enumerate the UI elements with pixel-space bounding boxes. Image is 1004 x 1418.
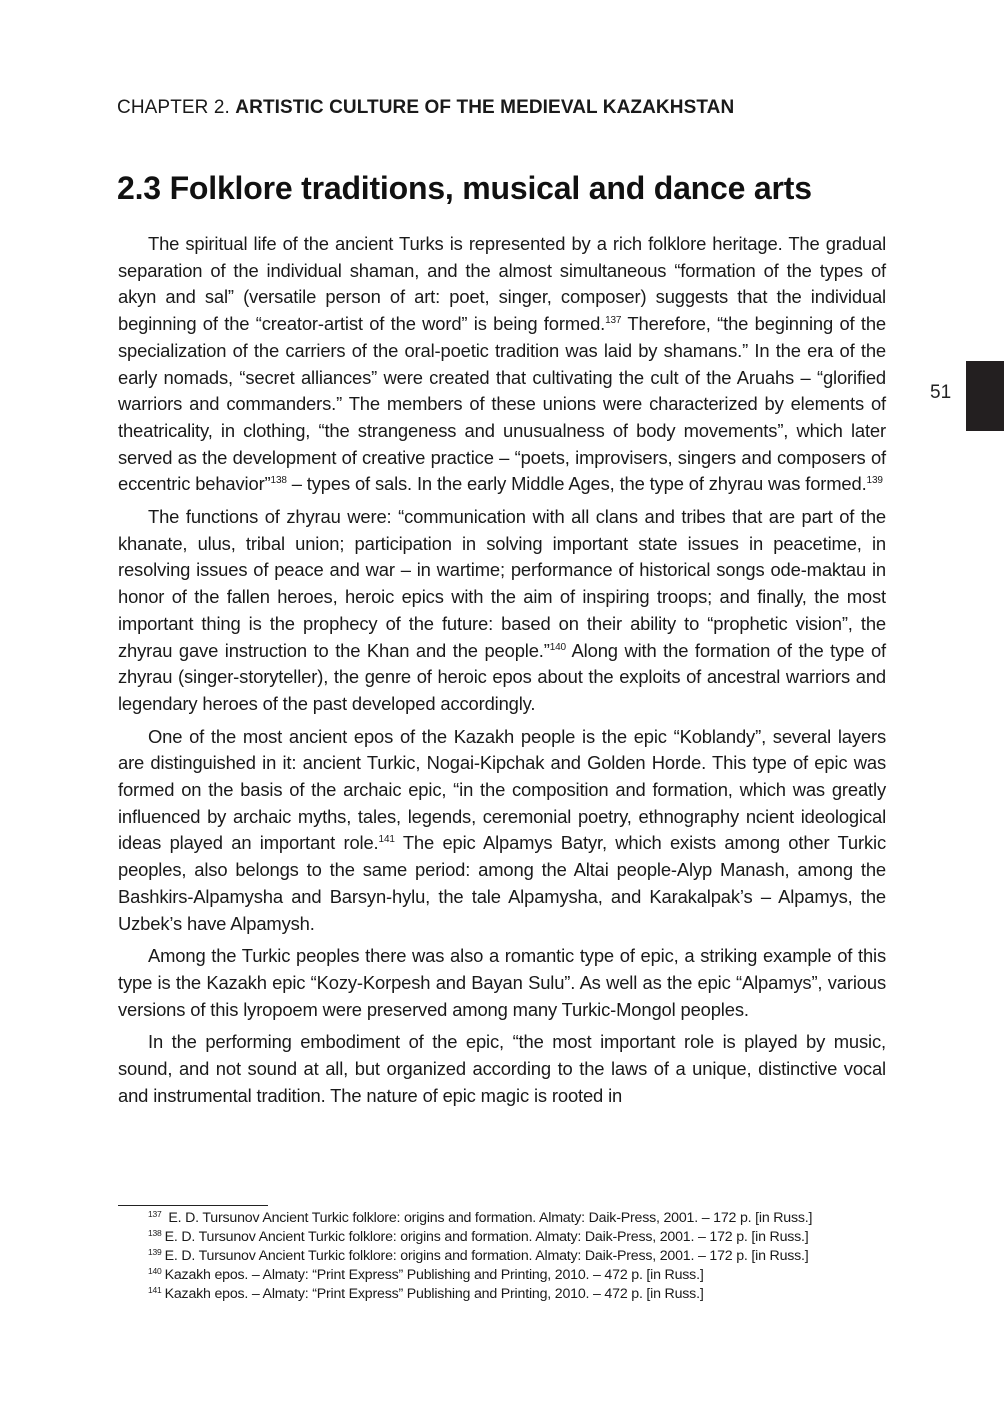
footnote-text: E. D. Tursunov Ancient Turkic folklore: origins and formation. Almaty: Daik-Press, 2001. – 172 p. [in Russ.] [164, 1248, 809, 1264]
body-text [118, 231, 886, 1116]
footnote [148, 1266, 908, 1285]
footnote [148, 1247, 908, 1266]
footnote-number: 138 [148, 1228, 162, 1238]
running-head-title: ARTISTIC CULTURE OF THE MEDIEVAL KAZAKHSTAN [235, 97, 735, 118]
footnote-number: 137 [148, 1209, 162, 1219]
footnote-number: 139 [148, 1247, 162, 1257]
paragraph [118, 504, 886, 718]
footnote [148, 1209, 908, 1228]
footnote-ref[interactable]: 137 [605, 315, 622, 327]
paragraph-text: Therefore, “the beginning of the specialization of the carriers of the oral-poetic tradition was laid by shamans.” In the era of the early nomads, “secret alliances” were created that cultivating the cult of the Aruahs – “glorified warriors and commanders.” The members of these unions were characterized by elements of theatricality, in clothing, “the strangeness and unusualness of body movements”, which later served as the development of creative practice – “poets, improvisers, singers and composers of eccentric behavior” [118, 313, 886, 495]
section-title: 2.3 Folklore traditions, musical and dance arts [117, 170, 812, 206]
paragraph-text: Among the Turkic peoples there was also a romantic type of epic, a striking example of this type is the Kazakh epic “Kozy-Korpesh and Bayan Sulu”. As well as the epic “Alpamys”, various versions of this lyropoem were preserved among many Turkic-Mongol peoples. [118, 945, 886, 1020]
page-number: 51 [930, 382, 952, 403]
paragraph-text: The spiritual life of the ancient Turks is represented by a rich folklore heritage. The gradual separation of the individual shaman, and the almost simultaneous “formation of the types of akyn and sal” (versatile person of art: poet, singer, composer) suggests that the individual beginning of the “creator-artist of the word” is being formed. [118, 233, 886, 335]
paragraph [118, 231, 886, 498]
paragraph-text: – types of sals. In the early Middle Ages, the type of zhyrau was formed. [286, 473, 867, 495]
paragraph-text: In the performing embodiment of the epic, “the most important role is played by music, sound, and not sound at all, but organized according to the laws of a unique, distinctive vocal and instrumental tradition. The nature of epic magic is rooted in [118, 1031, 886, 1106]
running-head-prefix: CHAPTER 2. [117, 97, 236, 118]
running-head [117, 97, 734, 119]
footnote-ref[interactable]: 139 [866, 475, 883, 487]
footnote-divider [118, 1205, 268, 1206]
footnote-ref[interactable]: 140 [549, 641, 566, 653]
footnote-ref[interactable]: 141 [378, 834, 395, 846]
paragraph [118, 724, 886, 938]
footnote-ref[interactable]: 138 [270, 475, 287, 487]
footnote-number: 141 [148, 1285, 162, 1295]
paragraph [118, 1029, 886, 1109]
footnote-number: 140 [148, 1266, 162, 1276]
footnote [148, 1285, 908, 1304]
paragraph-text: One of the most ancient epos of the Kazakh people is the epic “Koblandy”, several layers are distinguished in it: ancient Turkic, Nogai-Kipchak and Golden Horde. This type of epic was formed on the basis of the archaic epic, “in the composition and formation, which was greatly influenced by archaic myths, tales, legends, ceremonial poetry, ethnography ncient ideological ideas played an important role. [118, 725, 886, 854]
paragraph-text: The functions of zhyrau were: “communication with all clans and tribes that are part of the khanate, ulus, tribal union; participation in solving important state issues in peacetime, in resolving issues of peace and war – in wartime; performance of historical songs ode-maktau in honor of the fallen heroes, heroic epics with the aim of inspiring troops; and finally, the most important thing is the prophecy of the future: based on their ability to “prophetic vision”, the zhyrau gave instruction to the Khan and the people.” [118, 506, 886, 661]
chapter-thumb-tab [966, 361, 1004, 431]
paragraph-text: Along with the formation of the type of zhyrau (singer-storyteller), the genre of heroic epos about the exploits of ancestral warriors and legendary heroes of the past developed accordingly. [118, 639, 886, 714]
paragraph-text: The epic Alpamys Batyr, which exists among other Turkic peoples, also belongs to the same period: among the Altai people-Alyp Manash, among the Bashkirs-Alpamysha and Barsyn-hylu, the tale Alpamysha, and Karakalpak’s – Alpamys, the Uzbek’s have Alpamysh. [118, 832, 886, 934]
footnote-text: Kazakh epos. – Almaty: “Print Express” Publishing and Printing, 2010. – 472 p. [in Russ.] [164, 1267, 704, 1283]
paragraph [118, 943, 886, 1023]
footnote-text: E. D. Tursunov Ancient Turkic folklore: origins and formation. Almaty: Daik-Press, 2001. – 172 p. [in Russ.] [164, 1210, 813, 1226]
footnote-text: E. D. Tursunov Ancient Turkic folklore: origins and formation. Almaty: Daik-Press, 2001. – 172 p. [in Russ.] [164, 1229, 809, 1245]
footnotes [148, 1209, 908, 1304]
footnote [148, 1228, 908, 1247]
footnote-text: Kazakh epos. – Almaty: “Print Express” Publishing and Printing, 2010. – 472 p. [in Russ.] [164, 1286, 704, 1302]
